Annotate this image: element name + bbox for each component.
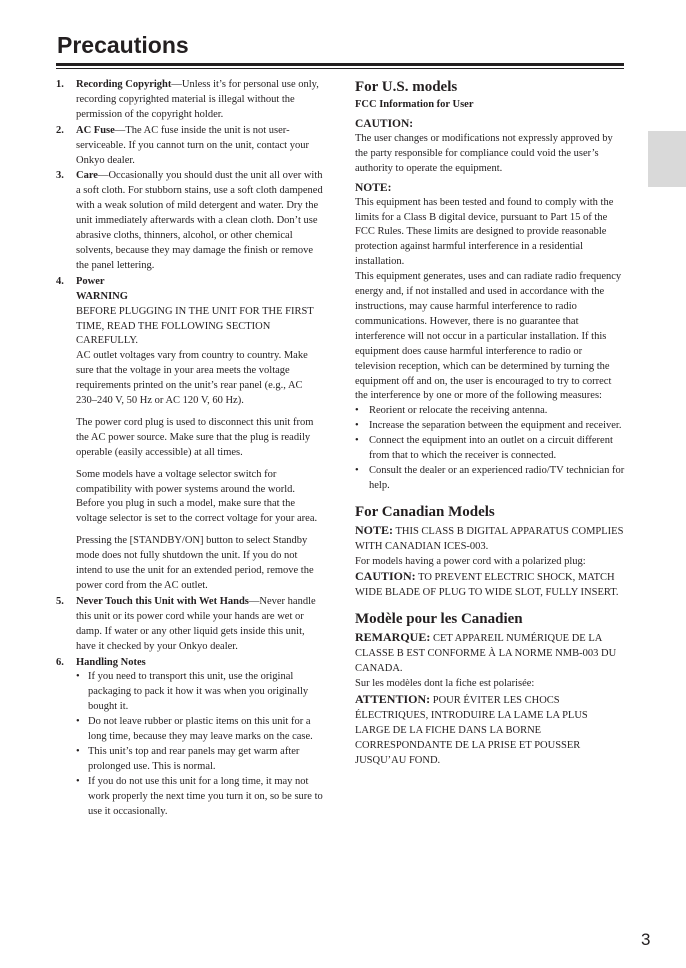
item-number: 6. — [56, 656, 64, 668]
note-text: THIS CLASS B DIGITAL APPARATUS COMPLIES WITH CANADIAN ICES-003. — [355, 525, 624, 552]
bullet-icon: • — [355, 405, 359, 417]
item-text: —Never handle this unit or its power cord while your hands are wet or damp. If water or any other liquid gets inside this unit, have it checked by your Onkyo dealer. — [76, 595, 316, 652]
item-heading: AC Fuse — [76, 124, 115, 136]
item-number: 1. — [56, 79, 64, 90]
note-label: NOTE: — [355, 522, 394, 537]
fcc-subheading: FCC Information for User — [355, 99, 474, 110]
page-number: 3 — [641, 930, 651, 949]
caution-text: TO PREVENT ELECTRIC SHOCK, MATCH WIDE BLADE OF PLUG TO WIDE SLOT, FULLY INSERT. — [355, 572, 619, 599]
left-column — [56, 78, 324, 821]
bullet-icon: • — [355, 435, 359, 447]
polarized-plug-text-fr: Sur les modèles dont la fiche est polarisée: — [355, 678, 535, 689]
list-item: • Connect the equipment into an outlet on a circuit different from that to which the receiver is connected. — [355, 435, 613, 462]
power-paragraph-voltage: AC outlet voltages vary from country to country. Make sure that the voltage in your area meets the voltage requirements printed on the unit’s rear panel (e.g., AC 230–240 V, 50 Hz or AC 120 V, 60 Hz). — [76, 350, 308, 407]
bullet-icon: • — [355, 420, 359, 432]
canadian-models-section — [355, 503, 625, 602]
right-column — [355, 78, 625, 768]
section-heading: For U.S. models — [355, 79, 458, 95]
item-number: 5. — [56, 595, 64, 607]
power-paragraph-selector: Some models have a voltage selector switch for compatibility with power systems around the world. Before you plug in such a model, make sure that the voltage selector is set to the correct voltage for your area. — [76, 468, 318, 525]
canadian-models-french-section — [355, 610, 625, 768]
item-heading: Power — [76, 275, 105, 287]
list-item: • Do not leave rubber or plastic items on this unit for a long time, because they may leave marks on the case. — [76, 716, 313, 743]
caution-heading: CAUTION: — [355, 117, 414, 130]
bullet-icon: • — [76, 775, 80, 787]
power-paragraph-standby: Pressing the [STANDBY/ON] button to select Standby mode does not fully shutdown the unit. If you do not intend to use the unit for an extended period, remove the power cord from the AC outlet. — [76, 535, 314, 591]
precaution-item-ac-fuse — [56, 124, 324, 169]
bullet-icon: • — [355, 464, 359, 476]
note-paragraph-interference: This equipment generates, uses and can radiate radio frequency energy and, if not installed and used in accordance with the instructions, may cause harmful interference to radio communications. However, there is no guarantee that interference will not occur in a particular installation. If this equipment does cause harmful interference to radio or television reception, which can be determined by turning the equipment off and on, the user is encouraged to try to correct the interference by one or more of the following measures: — [355, 271, 622, 402]
bullet-icon: • — [76, 745, 80, 757]
note-paragraph-compliance: This equipment has been tested and found to comply with the limits for a Class B digital device, pursuant to Part 15 of the FCC Rules. These limits are designed to provide reasonable protection against harmful interference in a residential installation. — [355, 196, 614, 268]
section-heading: For Canadian Models — [355, 503, 495, 520]
item-text: —Unless it’s for personal use only, recording copyrighted material is illegal without the permission of the copyright holder. — [76, 79, 319, 120]
precaution-item-care — [56, 169, 324, 273]
list-item: • Increase the separation between the equipment and receiver. — [355, 419, 625, 434]
power-paragraph-plug: The power cord plug is used to disconnect this unit from the AC power source. Make sure that the plug is readily operable (easily accessible) at all times. — [76, 416, 314, 458]
item-number: 3. — [56, 170, 64, 182]
bullet-icon: • — [76, 671, 80, 683]
interference-measures-list — [355, 404, 625, 493]
list-item: • This unit’s top and rear panels may get warm after prolonged use. This is normal. — [76, 745, 300, 772]
caution-label: CAUTION: — [355, 569, 416, 584]
section-heading: Modèle pour les Canadien — [355, 611, 523, 628]
precaution-item-recording-copyright — [56, 78, 324, 123]
remarque-label: REMARQUE: — [355, 630, 431, 645]
warning-text: BEFORE PLUGGING IN THE UNIT FOR THE FIRST TIME, READ THE FOLLOWING SECTION CAREFULLY. — [76, 305, 314, 347]
caution-text: The user changes or modifications not expressly approved by the party responsible for compliance could void the user’s authority to operate the equipment. — [355, 132, 613, 174]
us-models-section — [355, 78, 625, 494]
list-item: • If you do not use this unit for a long time, it may not work properly the next time you turn it on, so be sure to use it occasionally. — [76, 775, 323, 817]
item-heading: Care — [76, 170, 98, 182]
item-number: 2. — [56, 124, 64, 136]
item-heading: Never Touch this Unit with Wet Hands — [76, 595, 249, 607]
list-item: • Consult the dealer or an experienced radio/TV technician for help. — [355, 464, 625, 491]
polarized-plug-text: For models having a power cord with a polarized plug: — [355, 555, 586, 567]
handling-notes-list — [76, 670, 324, 819]
page-title: Precautions — [57, 32, 189, 58]
precaution-item-power — [56, 275, 324, 594]
item-heading: Handling Notes — [76, 656, 146, 668]
section-tab-marker — [648, 131, 686, 187]
item-text: —The AC fuse inside the unit is not user-serviceable. If you cannot turn on the unit, contact your Onkyo dealer. — [76, 124, 309, 166]
title-rule-thick — [56, 63, 624, 66]
note-heading: NOTE: — [355, 181, 392, 194]
warning-label: WARNING — [76, 290, 128, 302]
remarque-text: CET APPAREIL NUMÉRIQUE DE LA CLASSE B EST CONFORME À LA NORME NMB-003 DU CANADA. — [355, 633, 617, 675]
title-rule-thin — [56, 68, 624, 69]
precaution-item-wet-hands — [56, 595, 324, 655]
precaution-item-handling-notes — [56, 656, 324, 820]
attention-text: POUR ÉVITER LES CHOCS ÉLECTRIQUES, INTRODUIRE LA LAME LA PLUS LARGE DE LA FICHE DANS LA BORNE CORRESPONDANTE DE LA PRISE ET POUSSER JUSQU’AU FOND. — [355, 694, 588, 766]
list-item: • If you need to transport this unit, use the original packaging to pack it how it was when you originally bought it. — [76, 671, 309, 713]
attention-label: ATTENTION: — [355, 691, 431, 706]
item-text: —Occasionally you should dust the unit all over with a soft cloth. For stubborn stains, use a soft cloth dampened with a weak solution of mild detergent and water. Dry the unit immediately afterwards with a clean cloth. Don’t use abrasive cloths, thinners, alcohol, or other chemical solvents, because they may damage the finish or remove the panel lettering. — [76, 170, 323, 271]
item-number: 4. — [56, 275, 64, 287]
list-item: • Reorient or relocate the receiving antenna. — [355, 404, 625, 419]
item-heading: Recording Copyright — [76, 79, 172, 90]
bullet-icon: • — [76, 716, 80, 728]
